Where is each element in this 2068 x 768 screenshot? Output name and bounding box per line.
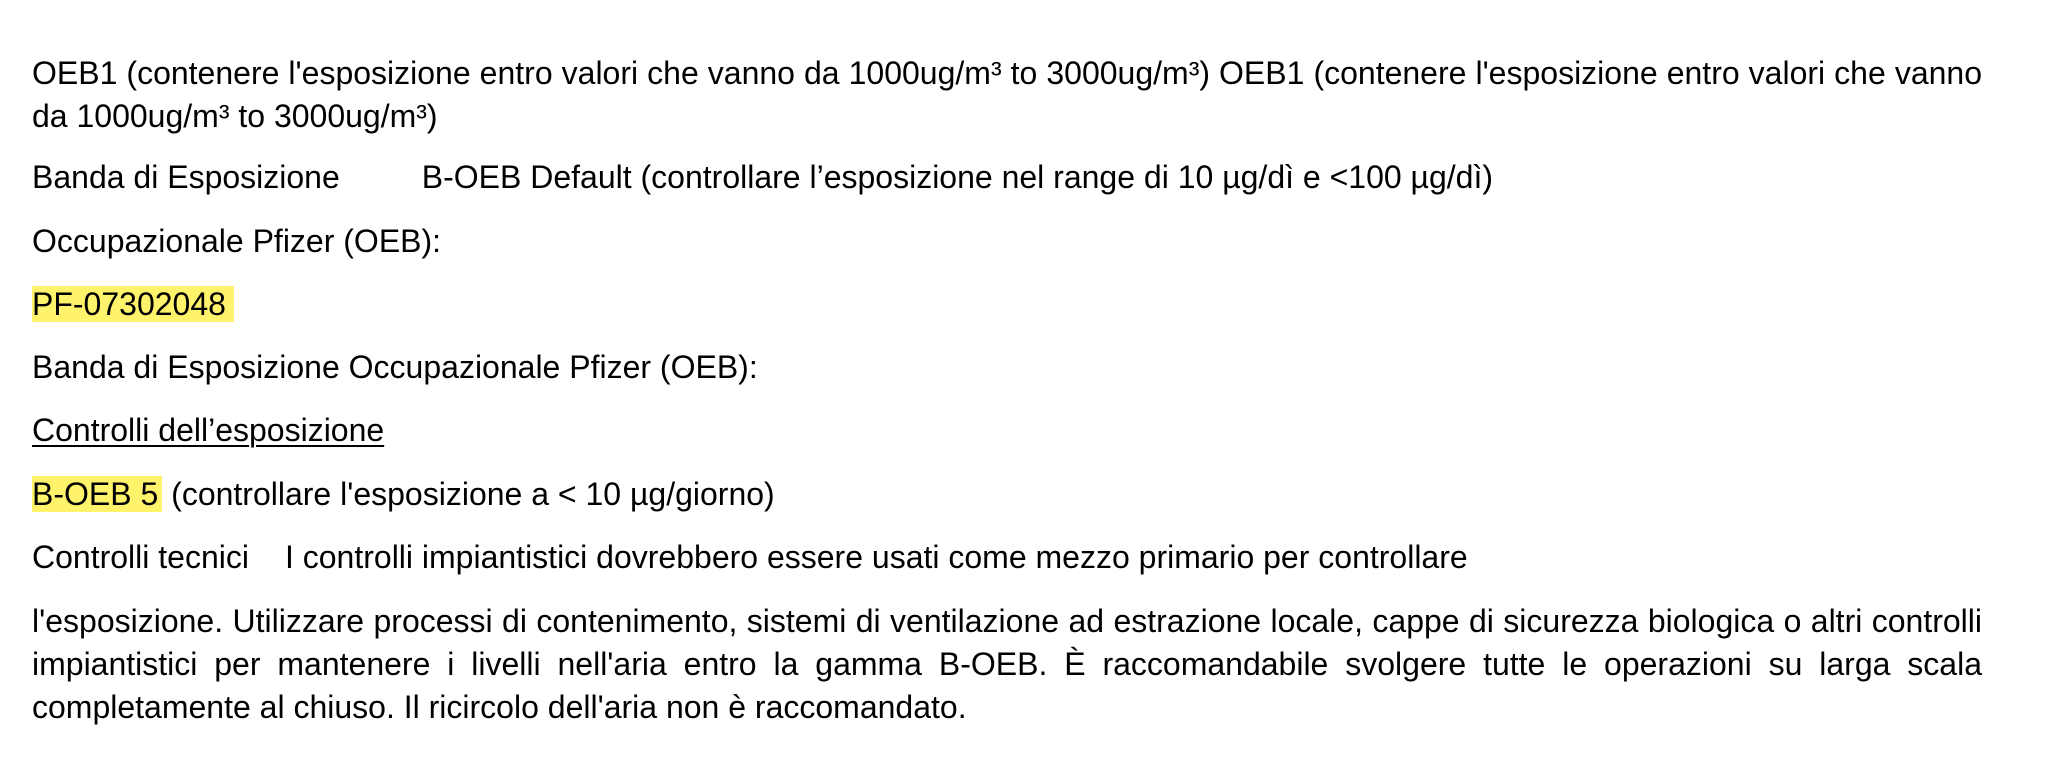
occupazionale-label: Occupazionale Pfizer (OEB): <box>32 223 442 259</box>
tecnici-text: I controlli impiantistici dovrebbero essere usati come mezzo primario per controllare <box>284 539 1468 575</box>
boeb-badge: B-OEB 5 <box>32 476 162 512</box>
compound-code-row <box>32 283 234 326</box>
controlli-heading-row <box>32 409 384 452</box>
compound-code-highlight: PF-07302048 <box>32 286 234 322</box>
banda-value: B-OEB Default (controllare l’esposizione nel range di 10 µg/dì e <100 µg/dì) <box>421 159 1494 195</box>
boeb-text: (controllare l'esposizione a < 10 µg/giorno) <box>162 476 775 512</box>
controlli-heading: Controlli dell’esposizione <box>32 412 385 448</box>
tecnici-paragraph: l'esposizione. Utilizzare processi di contenimento, sistemi di ventilazione ad estrazione locale, cappe di sicurezza biologica o altri controlli impiantistici per mantenere i livelli nell'aria entro la gamma B-OEB. È raccomandabile svolgere tutte le operazioni su larga scala completamente al chiuso. Il ricircolo dell'aria non è raccomandato. <box>32 603 1982 725</box>
banda-label: Banda di Esposizione <box>32 159 340 195</box>
boeb-row <box>32 473 775 516</box>
oeb1-paragraph: OEB1 (contenere l'esposizione entro valori che vanno da 1000ug/m³ to 3000ug/m³) OEB1 (contenere l'esposizione entro valori che vanno da 1000ug/m³ to 3000ug/m³) <box>32 55 1982 134</box>
tecnici-row <box>32 536 1468 579</box>
banda-full-label: Banda di Esposizione Occupazionale Pfizer (OEB): <box>32 349 758 385</box>
tecnici-label: Controlli tecnici <box>32 539 249 575</box>
banda-row <box>32 156 1493 199</box>
